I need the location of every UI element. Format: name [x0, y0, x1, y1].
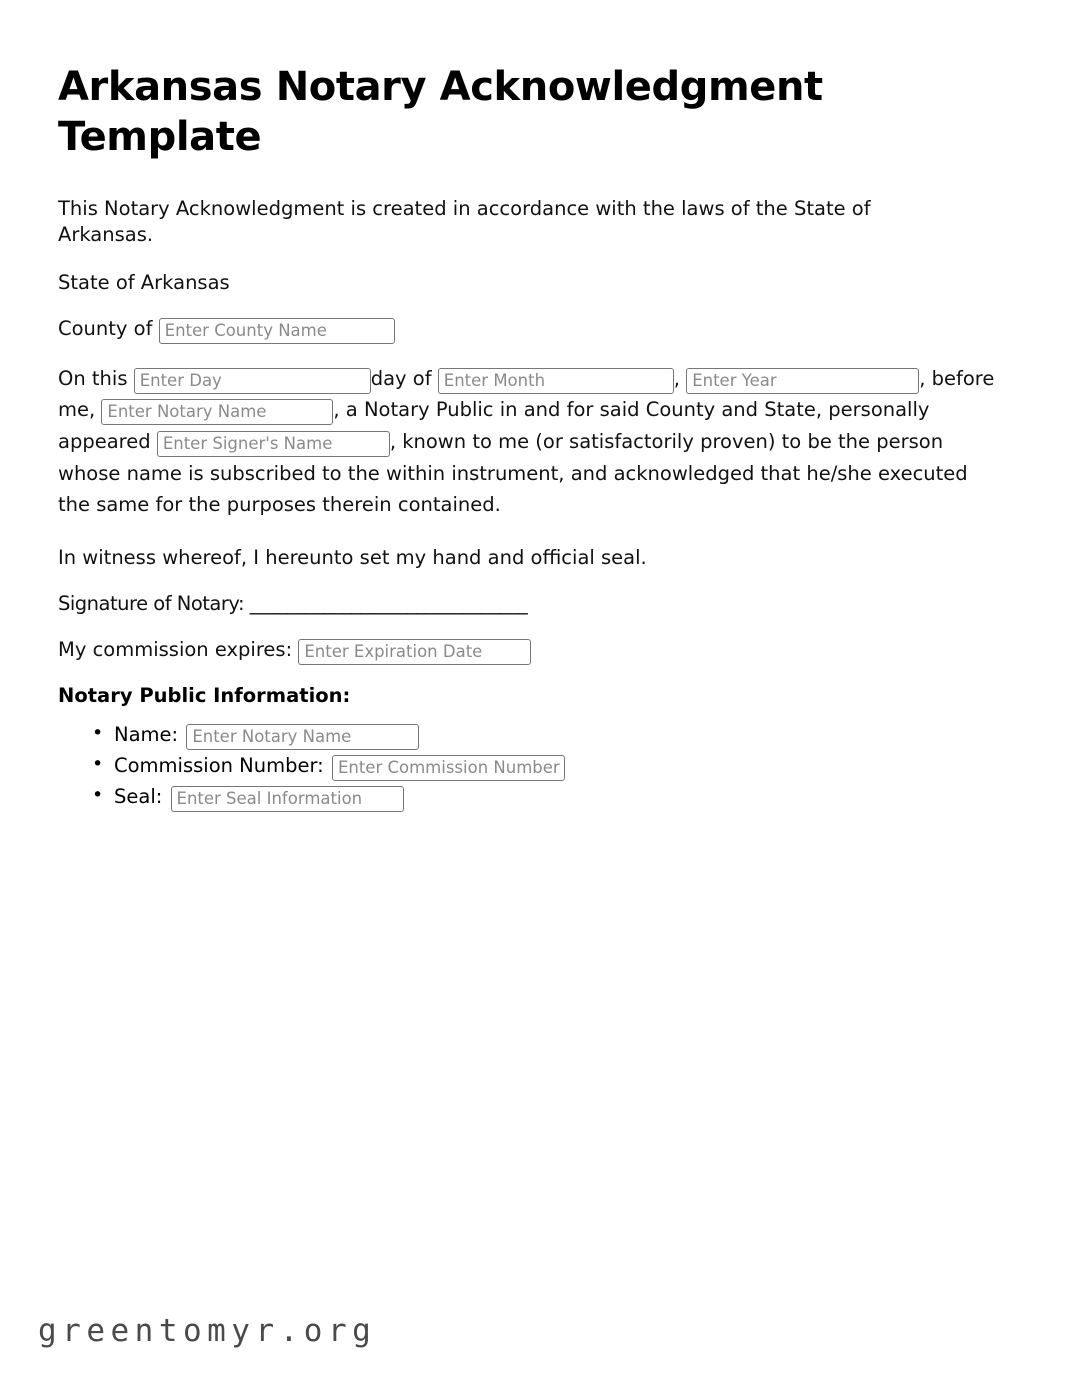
comma-after-month: , — [673, 366, 680, 390]
signer-name-input[interactable] — [157, 431, 390, 457]
commission-expiration-input[interactable] — [298, 639, 531, 665]
county-label: County of — [58, 316, 153, 340]
list-item-name — [58, 721, 998, 749]
day-of-label: day of — [370, 366, 432, 390]
known-to-me-clause: , known to me (or satisfactorily proven) to be the person whose name is subscribed to the within instrument, and acknowledged that he/she executed the same for the purposes therein contained. — [58, 429, 968, 517]
state-line: State of Arkansas — [58, 270, 230, 294]
seal-label: Seal: — [114, 784, 163, 808]
county-row — [58, 316, 998, 343]
witness-line: In witness whereof, I hereunto set my hand and official seal. — [58, 545, 647, 569]
on-this-label: On this — [58, 366, 128, 390]
before-me-label: before me, — [58, 366, 995, 422]
commission-number-label: Commission Number: — [114, 753, 324, 777]
signature-blank-line: ______________________________ — [249, 591, 528, 615]
month-input[interactable] — [438, 368, 674, 394]
list-item-seal — [58, 783, 998, 811]
document-content — [58, 62, 998, 814]
commission-expires-row — [58, 637, 998, 664]
notary-name-label: Name: — [114, 722, 179, 746]
site-watermark: greentomyr.org — [38, 1313, 377, 1349]
notary-info-list — [58, 721, 998, 811]
notary-info-heading: Notary Public Information: — [58, 683, 351, 707]
notary-public-clause: , a Notary Public in and for said County and State, — [333, 398, 823, 422]
commission-number-input[interactable] — [332, 755, 565, 781]
signature-row — [58, 591, 998, 617]
notary-info-name-input[interactable] — [186, 724, 419, 750]
personally-appeared-label: personally appeared — [58, 398, 930, 453]
day-input[interactable] — [134, 368, 371, 394]
comma-after-year: , — [919, 366, 926, 390]
year-input[interactable] — [686, 368, 919, 394]
page-title: Arkansas Notary Acknowledgment Template — [58, 64, 823, 160]
commission-expires-label: My commission expires: — [58, 637, 293, 661]
intro-paragraph: This Notary Acknowledgment is created in accordance with the laws of the State of Arkansas. — [58, 197, 871, 246]
county-input[interactable] — [159, 318, 395, 344]
acknowledgment-paragraph — [58, 363, 998, 521]
list-item-commission-number — [58, 752, 998, 780]
seal-input[interactable] — [171, 786, 404, 812]
signature-label: Signature of Notary: — [58, 591, 245, 615]
notary-name-input[interactable] — [101, 399, 333, 425]
